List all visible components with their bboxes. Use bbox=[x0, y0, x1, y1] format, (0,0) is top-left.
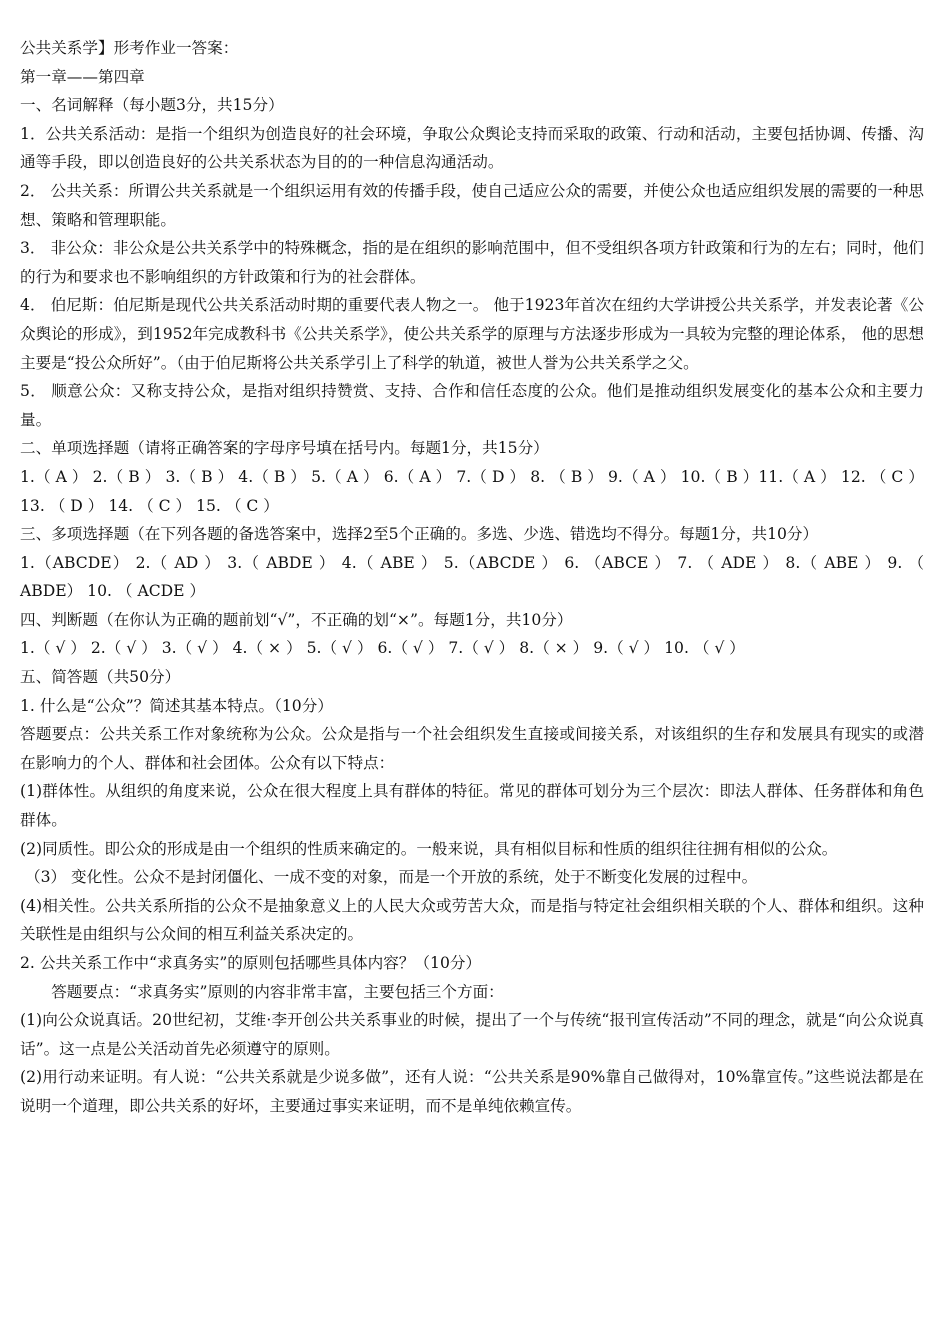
document-body bbox=[20, 34, 929, 1121]
section-heading-3: 三、多项选择题（在下列各题的备选答案中，选择2至5个正确的。多选、少选、错选均不得分。每题1分，共10分） bbox=[20, 525, 819, 544]
answer-point: (4)相关性。公共关系所指的公众不是抽象意义上的人民大众或劳苦大众，而是指与特定社会组织相关联的个人、群体和组织。这种关联性是由组织与公众间的相互利益关系决定的。 bbox=[20, 896, 924, 944]
answer-paragraph: 答题要点：公共关系工作对象统称为公众。公众是指与一个社会组织发生直接或间接关系，对该组织的生存和发展具有现实的或潜在影响力的个人、群体和社会团体。公众有以下特点： bbox=[20, 725, 924, 772]
definition-item: 5． 顺意公众：又称支持公众，是指对组织持赞赏、支持、合作和信任态度的公众。他们是推动组织发展变化的基本公众和主要力量。 bbox=[20, 382, 924, 429]
question-1: 1. 什么是“公众”？简述其基本特点。（10分） bbox=[20, 696, 333, 715]
answer-point: (2)用行动来证明。有人说：“公共关系就是少说多做”，还有人说：“公共关系是90%靠自己做得对，10%靠宣传。”这些说法都是在说明一个道理，即公共关系的好坏，主要通过事实来证明，而不是单纯依赖宣传。 bbox=[20, 1068, 924, 1115]
single-choice-answers: 1.（ A ） 2.（ B ） 3.（ B ） 4.（ B ） 5.（ A ） 6.（ A ） 7.（ D ） 8. （ B ） 9.（ A ） 10.（ B ）11.（ A ） 12. （ C ） 13. （ D ） 14. （ C ） 15. （ C ） bbox=[20, 467, 929, 515]
answer-paragraph: 答题要点：“求真务实”原则的内容非常丰富，主要包括三个方面： bbox=[51, 982, 504, 1001]
doc-title: 公共关系学】形考作业一答案： bbox=[20, 39, 239, 57]
answer-point: (1)群体性。从组织的角度来说，公众在很大程度上具有群体的特征。常见的群体可划分为三个层次：即法人群体、任务群体和角色群体。 bbox=[20, 782, 924, 830]
answer-point: (1)向公众说真话。20世纪初，艾维·李开创公共关系事业的时候，提出了一个与传统“报刊宣传活动”不同的理念，就是“向公众说真话”。这一点是公关活动首先必须遵守的原则。 bbox=[20, 1011, 924, 1058]
section-heading-1: 一、名词解释（每小题3分，共15分） bbox=[20, 96, 284, 115]
answer-point: (2)同质性。即公众的形成是由一个组织的性质来确定的。一般来说，具有相似目标和性质的组织往往拥有相似的公众。 bbox=[20, 839, 838, 858]
true-false-answers: 1.（ √ ） 2.（ √ ） 3.（ √ ） 4.（ × ） 5.（ √ ） 6.（ √ ） 7.（ √ ） 8.（ × ） 9.（ √ ） 10. （ √ ） bbox=[20, 639, 745, 658]
answer-point: （3） 变化性。公众不是封闭僵化、一成不变的对象，而是一个开放的系统，处于不断变化发展的过程中。 bbox=[20, 868, 758, 887]
multi-choice-answers: 1.（ABCDE） 2.（ AD ） 3.（ ABDE ） 4.（ ABE ） 5.（ABCDE ） 6. （ABCE ） 7. （ ADE ） 8.（ ABE ） 9. （ ABDE） 10. （ ACDE ） bbox=[20, 553, 929, 601]
section-heading-5: 五、简答题（共50分） bbox=[20, 668, 181, 687]
section-heading-2: 二、单项选择题（请将正确答案的字母序号填在括号内。每题1分，共15分） bbox=[20, 439, 549, 458]
question-2: 2. 公共关系工作中“求真务实”的原则包括哪些具体内容？（10分） bbox=[20, 954, 482, 972]
section-heading-4: 四、判断题（在你认为正确的题前划“√”，不正确的划“×”。每题1分，共10分） bbox=[20, 610, 573, 629]
definition-item: 3． 非公众：非公众是公共关系学中的特殊概念，指的是在组织的影响范围中，但不受组织各项方针政策和行为的左右；同时，他们的行为和要求也不影响组织的方针政策和行为的社会群体。 bbox=[20, 239, 924, 286]
definition-item: 2． 公共关系：所谓公共关系就是一个组织运用有效的传播手段，使自己适应公众的需要，并使公众也适应组织发展的需要的一种思想、策略和管理职能。 bbox=[20, 181, 924, 229]
definition-item: 1．公共关系活动：是指一个组织为创造良好的社会环境，争取公众舆论支持而采取的政策、行动和活动，主要包括协调、传播、沟通等手段，即以创造良好的公共关系状态为目的的一种信息沟通活动。 bbox=[20, 124, 924, 172]
chapter-range: 第一章——第四章 bbox=[20, 67, 145, 86]
definition-item: 4． 伯尼斯：伯尼斯是现代公共关系活动时期的重要代表人物之一。 他于1923年首次在纽约大学讲授公共关系学，并发表论著《公众舆论的形成》，到1952年完成教科书《公共关系学》，使公共关系学的原理与方法逐步形成为一具较为完整的理论体系， 他的思想主要是“投公众所好”。（由于伯尼斯将公共关系学引上了科学的轨道，被世人誉为公共关系学之父。 bbox=[20, 296, 924, 372]
